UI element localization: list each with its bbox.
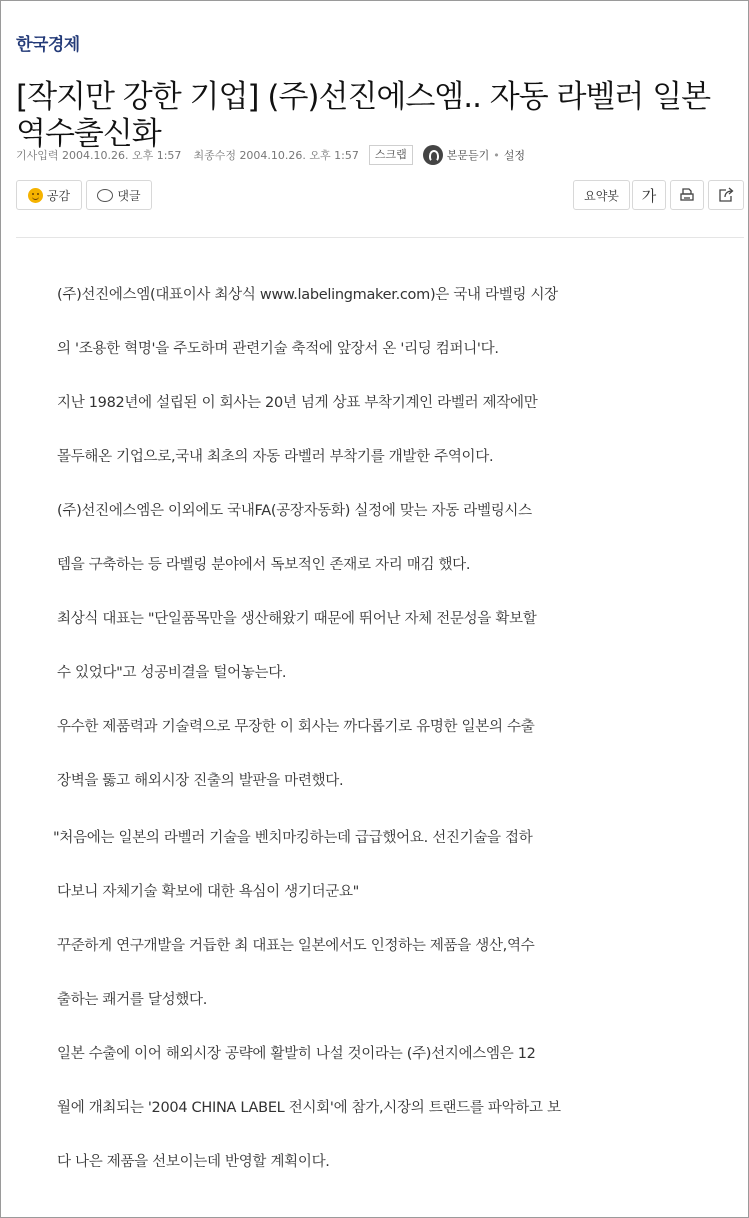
header-divider — [16, 237, 744, 238]
comment-button[interactable] — [86, 180, 152, 210]
article-line: 꾸준하게 연구개발을 거듭한 최 대표는 일본에서도 인정하는 제품을 생산,역수 — [57, 938, 535, 954]
article-meta — [16, 145, 525, 165]
summary-button[interactable] — [573, 180, 630, 210]
article-line: 일본 수출에 이어 해외시장 공략에 활발히 나설 것이라는 (주)선지에스엠은 12 — [57, 1046, 536, 1062]
like-button[interactable] — [16, 180, 82, 210]
comment-icon — [97, 189, 113, 202]
print-button[interactable] — [670, 180, 704, 210]
comment-label: 댓글 — [117, 188, 141, 203]
press-logo[interactable]: 한국경제 — [16, 35, 80, 55]
article-line: 우수한 제품력과 기술력으로 무장한 이 회사는 까다롭기로 유명한 일본의 수출 — [57, 719, 535, 735]
article-line: 다보니 자체기술 확보에 대한 욕심이 생기더군요" — [57, 884, 360, 900]
article-line: 출하는 쾌거를 달성했다. — [57, 992, 207, 1008]
smile-icon — [28, 188, 43, 203]
font-size-button[interactable] — [632, 180, 666, 210]
article-line: 몰두해온 기업으로,국내 최초의 자동 라벨러 부착기를 개발한 주역이다. — [57, 449, 494, 465]
article-line: 월에 개최되는 '2004 CHINA LABEL 전시회'에 참가,시장의 트랜드를 파악하고 보 — [57, 1100, 561, 1116]
article-line: (주)선진에스엠(대표이사 최상식 www.labelingmaker.com)은 국내 라벨링 시장 — [57, 287, 558, 303]
article-line: 최상식 대표는 "단일품목만을 생산해왔기 때문에 뛰어난 자체 전문성을 확보할 — [57, 611, 537, 627]
article-line: 다 나은 제품을 선보이는데 반영할 계획이다. — [57, 1154, 330, 1170]
listen-button[interactable]: 본문듣기 — [446, 149, 490, 162]
font-size-label: 가 — [641, 186, 657, 205]
speaker-icon[interactable] — [423, 145, 443, 165]
share-button[interactable] — [708, 180, 744, 210]
modified-time: 최종수정 2004.10.26. 오후 1:57 — [193, 149, 359, 162]
share-icon — [717, 187, 735, 203]
article-line: 장벽을 뚫고 해외시장 진출의 발판을 마련했다. — [57, 773, 344, 789]
listen-setting-button[interactable]: 설정 — [503, 149, 526, 162]
published-time: 기사입력 2004.10.26. 오후 1:57 — [16, 149, 182, 162]
summary-label: 요약봇 — [584, 188, 619, 203]
separator-dot: • — [493, 148, 500, 162]
article-line: (주)선진에스엠은 이외에도 국내FA(공장자동화) 실정에 맞는 자동 라벨링시스 — [57, 503, 532, 519]
like-label: 공감 — [46, 188, 71, 203]
article-headline: [작지만 강한 기업] (주)선진에스엠.. 자동 라벨러 일본 역수출신화 — [16, 78, 711, 152]
article-line: "처음에는 일본의 라벨러 기술을 벤치마킹하는데 급급했어요. 선진기술을 접하 — [53, 830, 533, 846]
article-line: 의 '조용한 혁명'을 주도하며 관련기술 축적에 앞장서 온 '리딩 컴퍼니'다. — [57, 341, 499, 357]
scrap-button[interactable]: 스크랩 — [369, 145, 413, 165]
article-line: 수 있었다"고 성공비결을 털어놓는다. — [57, 665, 287, 681]
print-icon — [679, 187, 695, 203]
article-line: 지난 1982년에 설립된 이 회사는 20년 넘게 상표 부착기계인 라벨러 제작에만 — [57, 395, 538, 411]
article-line: 템을 구축하는 등 라벨링 분야에서 독보적인 존재로 자리 매김 했다. — [57, 557, 471, 573]
